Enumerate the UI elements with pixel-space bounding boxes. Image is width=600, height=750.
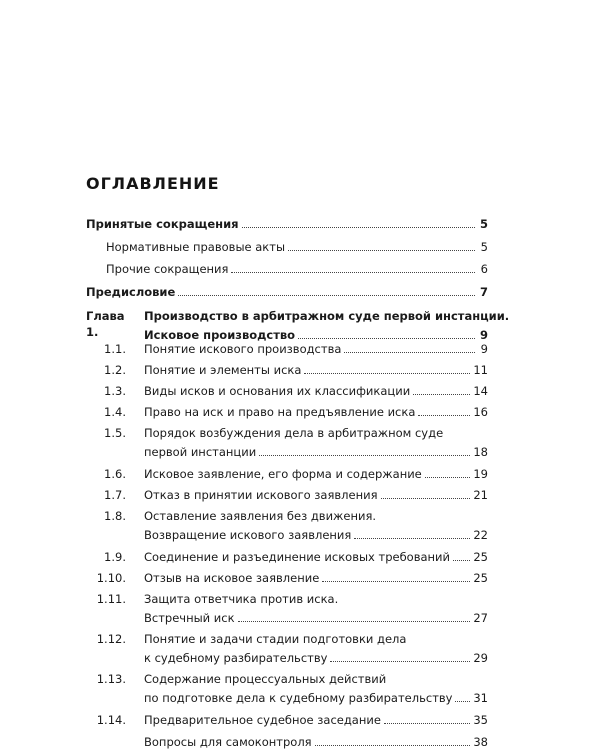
entry-number: 1.6. xyxy=(104,467,126,481)
leader-dots xyxy=(455,690,470,702)
entry-number: Глава 1. xyxy=(86,309,125,339)
leader-dots xyxy=(344,341,475,353)
page-number: 19 xyxy=(473,467,488,481)
toc-entry[interactable]: 1.8. Оставление заявления без движения. Возвращение искового заявления 22 xyxy=(86,527,488,543)
leader-dots xyxy=(384,712,470,724)
page-number: 14 xyxy=(473,384,488,398)
toc-entry[interactable]: Прочие сокращения 6 xyxy=(106,262,488,276)
toc-entry[interactable]: 1.2. Понятие и элементы иска 11 xyxy=(86,362,488,378)
entry-number: 1.1. xyxy=(104,342,126,356)
leader-dots xyxy=(242,216,475,228)
toc-entry[interactable]: 1.3. Виды исков и основания их классификации 14 xyxy=(86,383,488,399)
toc-entry[interactable]: 1.13. Содержание процессуальных действий по подготовке дела к судебному разбирательству 31 xyxy=(86,690,488,706)
entry-number: 1.13. xyxy=(96,672,126,686)
toc-entry[interactable]: Глава 1. Производство в арбитражном суде первой инстанции. Исковое производство 9 xyxy=(86,309,510,342)
page-number: 29 xyxy=(473,651,488,665)
entry-number: 1.8. xyxy=(104,509,126,523)
leader-dots xyxy=(413,383,470,395)
leader-dots xyxy=(304,362,470,374)
page-number: 9 xyxy=(480,342,488,356)
page-number: 16 xyxy=(473,405,488,419)
page-number: 25 xyxy=(473,550,488,564)
toc-entry[interactable]: Вопросы для самоконтроля 38 xyxy=(144,735,488,749)
toc-heading: ОГЛАВЛЕНИЕ xyxy=(86,174,220,193)
entry-number: 1.12. xyxy=(96,632,126,646)
page-number: 25 xyxy=(473,571,488,585)
leader-dots xyxy=(330,650,470,662)
leader-dots xyxy=(315,734,471,746)
leader-dots xyxy=(231,261,475,273)
toc-entry[interactable]: Принятые сокращения 5 xyxy=(86,217,488,231)
entry-number: 1.5. xyxy=(104,426,126,440)
page-number: 7 xyxy=(479,285,488,299)
page-number: 31 xyxy=(473,691,488,705)
entry-number: 1.7. xyxy=(104,488,126,502)
leader-dots xyxy=(178,284,475,296)
page-number: 27 xyxy=(473,611,488,625)
leader-dots xyxy=(238,610,471,622)
entry-number: 1.9. xyxy=(104,550,126,564)
leader-dots xyxy=(322,570,470,582)
toc-entry[interactable]: 1.4. Право на иск и право на предъявление иска 16 xyxy=(86,404,488,420)
toc-entry[interactable]: 1.6. Исковое заявление, его форма и содержание 19 xyxy=(86,466,488,482)
page-number: 38 xyxy=(473,735,488,749)
page-number: 22 xyxy=(473,528,488,542)
entry-number: 1.2. xyxy=(104,363,126,377)
leader-dots xyxy=(354,527,470,539)
page-number: 35 xyxy=(473,713,488,727)
page-number: 9 xyxy=(479,328,488,342)
page-number: 21 xyxy=(473,488,488,502)
entry-number: 1.4. xyxy=(104,405,126,419)
entry-number: 1.14. xyxy=(96,713,126,727)
page-number: 5 xyxy=(480,240,488,254)
toc-entry[interactable]: 1.9. Соединение и разъединение исковых требований 25 xyxy=(86,549,488,565)
leader-dots xyxy=(259,444,470,456)
toc-entry[interactable]: 1.1. Понятие искового производства 9 xyxy=(86,341,488,357)
page-number: 6 xyxy=(480,262,488,276)
leader-dots xyxy=(418,404,470,416)
page-number: 5 xyxy=(479,217,488,231)
toc-entry[interactable]: 1.5. Порядок возбуждения дела в арбитражном суде первой инстанции 18 xyxy=(86,444,488,460)
toc-entry[interactable]: 1.11. Защита ответчика против иска. Встречный иск 27 xyxy=(86,610,488,626)
leader-dots xyxy=(453,549,470,561)
toc-entry[interactable]: 1.10. Отзыв на исковое заявление 25 xyxy=(86,570,488,586)
leader-dots xyxy=(288,239,475,251)
leader-dots xyxy=(298,327,475,339)
toc-entry[interactable]: 1.12. Понятие и задачи стадии подготовки дела к судебному разбирательству 29 xyxy=(86,650,488,666)
toc-entry[interactable]: Предисловие 7 xyxy=(86,285,488,299)
entry-number: 1.3. xyxy=(104,384,126,398)
page-number: 18 xyxy=(473,445,488,459)
entry-number: 1.10. xyxy=(96,571,126,585)
entry-number: 1.11. xyxy=(96,592,126,606)
page-number: 11 xyxy=(473,363,488,377)
leader-dots xyxy=(425,466,471,478)
toc-entry[interactable]: 1.7. Отказ в принятии искового заявления 21 xyxy=(86,487,488,503)
leader-dots xyxy=(381,487,471,499)
toc-entry[interactable]: 1.14. Предварительное судебное заседание 35 xyxy=(86,712,488,728)
toc-entry[interactable]: Нормативные правовые акты 5 xyxy=(106,240,488,254)
